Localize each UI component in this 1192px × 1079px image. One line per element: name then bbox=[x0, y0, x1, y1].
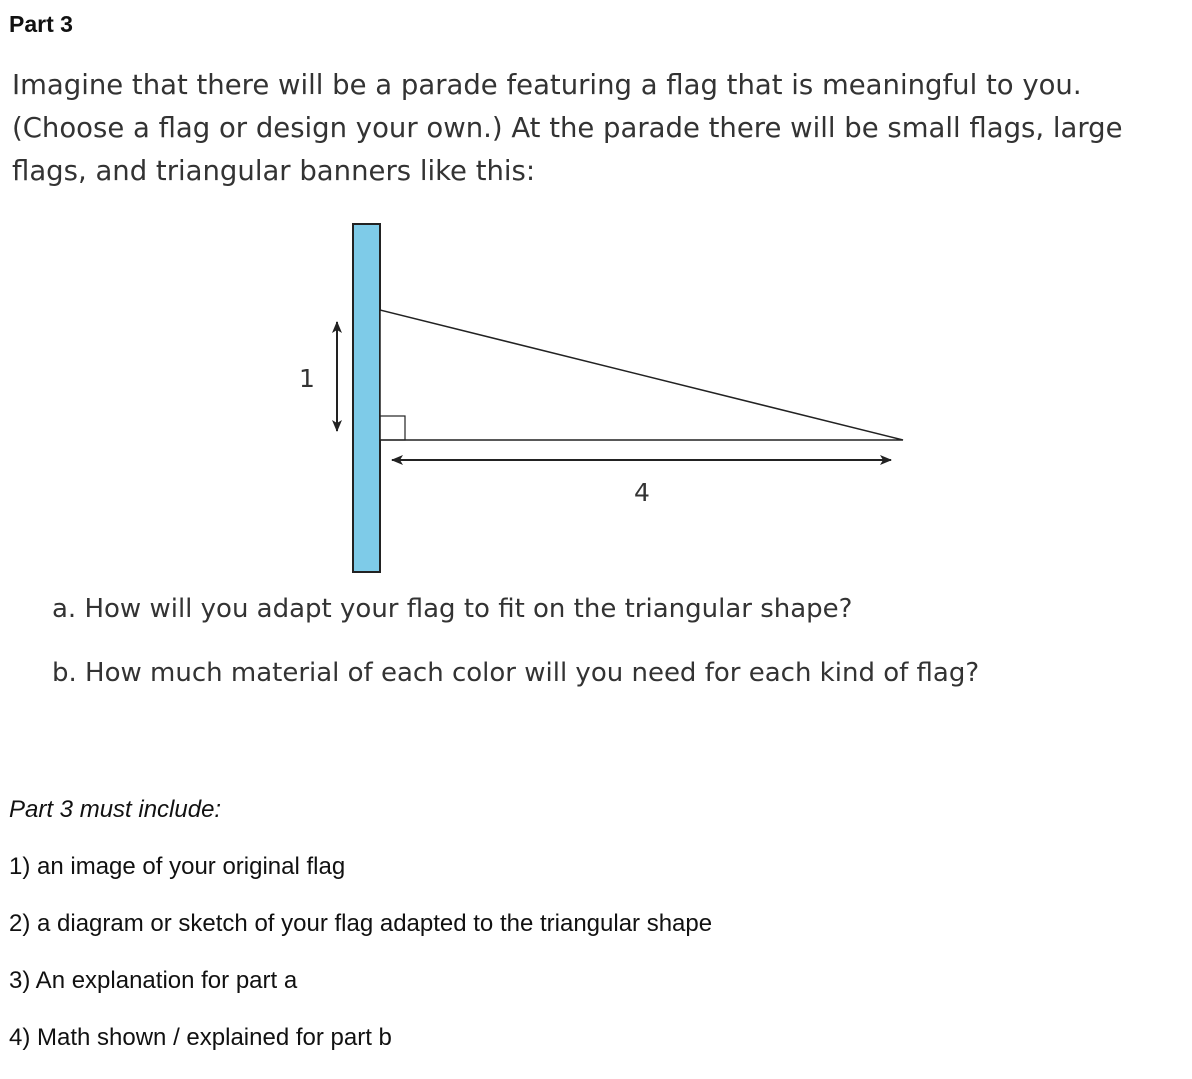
question-a: a. How will you adapt your flag to fit on the triangular shape? bbox=[52, 594, 853, 624]
length-label: 4 bbox=[634, 478, 650, 507]
triangle-banner bbox=[380, 310, 903, 440]
part-heading: Part 3 bbox=[9, 11, 73, 37]
requirements-title: Part 3 must include: bbox=[9, 796, 222, 823]
triangular-banner-diagram bbox=[280, 215, 930, 585]
flagpole bbox=[353, 224, 380, 572]
requirement-item: 3) An explanation for part a bbox=[9, 967, 298, 994]
question-b: b. How much material of each color will you need for each kind of flag? bbox=[52, 658, 980, 688]
requirement-item: 2) a diagram or sketch of your flag adapted to the triangular shape bbox=[9, 910, 713, 937]
height-label: 1 bbox=[299, 364, 315, 393]
requirement-item: 1) an image of your original flag bbox=[9, 853, 346, 880]
requirements-list bbox=[9, 851, 712, 1079]
requirement-item: 4) Math shown / explained for part b bbox=[9, 1024, 392, 1051]
prompt-text: Imagine that there will be a parade featuring a flag that is meaningful to you. (Choose a flag or design your own.) At the parade there will be small flags, large flags, and triangular banners like this: bbox=[12, 69, 1123, 187]
